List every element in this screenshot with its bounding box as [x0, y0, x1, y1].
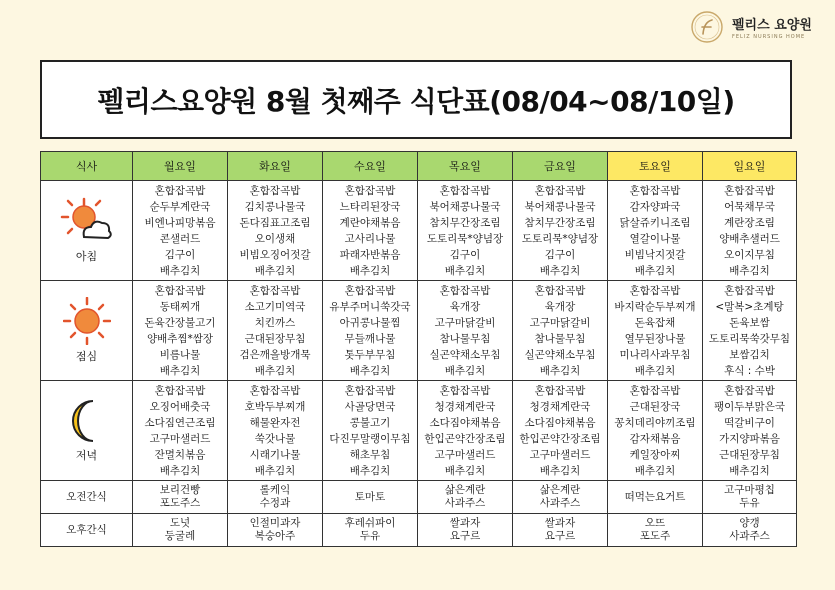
- snack-cell: [228, 514, 323, 547]
- meal-label-cell: [41, 181, 133, 281]
- snack-cell: [513, 481, 608, 514]
- menu-item: 참나물무침: [534, 332, 586, 345]
- menu-cell: [418, 181, 513, 281]
- snack-row: [41, 514, 797, 547]
- page-title: 펠리스요양원 8월 첫째주 식단표(08/04~08/10일): [97, 84, 735, 118]
- menu-item: 배추김치: [254, 464, 296, 477]
- menu-item: 소다짐야채볶음: [524, 416, 596, 429]
- menu-cell: [418, 381, 513, 481]
- menu-item: 돈육잡채: [634, 316, 676, 329]
- meal-schedule-table: [40, 151, 797, 547]
- meal-label: 점심: [75, 349, 98, 363]
- menu-item: 도토리묵*양념장: [521, 232, 599, 245]
- menu-item: 근대된장무침: [719, 448, 780, 461]
- menu-item: 계란야채볶음: [339, 216, 401, 229]
- meal-row: [41, 281, 797, 381]
- menu-item: 유부주머니쑥갓국: [329, 300, 411, 313]
- menu-item: 혼합잡곡밥: [249, 384, 301, 397]
- menu-cell: [133, 281, 228, 381]
- snack-item: 사과주스: [729, 530, 770, 542]
- menu-cell: [703, 381, 797, 481]
- sun-cloud-icon: [41, 197, 132, 245]
- menu-item: 배추김치: [159, 264, 201, 277]
- menu-item: 혼합잡곡밥: [344, 184, 396, 197]
- snack-item: 토마토: [354, 490, 386, 503]
- snack-item: 사과주스: [444, 497, 486, 509]
- menu-item: 미나리사과무침: [619, 348, 691, 361]
- menu-item: 북어채콩나물국: [524, 200, 596, 213]
- menu-item: 다진무말랭이무침: [329, 432, 411, 445]
- menu-item: 북어채콩나물국: [429, 200, 501, 213]
- snack-cell: [133, 514, 228, 547]
- menu-item: 혼합잡곡밥: [629, 184, 681, 197]
- snack-item: 둥굴레: [164, 530, 196, 542]
- menu-item: 배추김치: [349, 364, 391, 377]
- header-day: 토요일: [608, 152, 703, 181]
- menu-item: 고구마샐러드: [434, 448, 496, 461]
- snack-item: 쌀과자: [544, 517, 576, 529]
- menu-item: 팽이두부맑은국: [713, 400, 785, 413]
- menu-item: 소고기미역국: [244, 300, 306, 313]
- snack-item: 쌀과자: [449, 517, 481, 529]
- snack-cell: [323, 481, 418, 514]
- menu-item: 근대된장국: [629, 400, 681, 413]
- menu-item: 혼합잡곡밥: [534, 284, 586, 297]
- menu-item: 육개장: [544, 300, 576, 313]
- snack-item: 오뜨: [644, 517, 666, 529]
- menu-cell: [418, 281, 513, 381]
- menu-item: 느타리된장국: [339, 200, 401, 213]
- menu-item: 청경채계란국: [434, 400, 496, 413]
- brand-name: 펠리스 요양원: [732, 18, 812, 33]
- menu-item: 근대된장무침: [244, 332, 306, 345]
- header-meal: 식사: [41, 152, 133, 181]
- snack-item: 포도주스: [159, 497, 201, 509]
- menu-item: 오징어배춧국: [149, 400, 211, 413]
- menu-item: 배추김치: [349, 264, 391, 277]
- menu-item: 배추김치: [444, 364, 486, 377]
- menu-cell: [703, 181, 797, 281]
- menu-item: 동태찌개: [159, 300, 201, 313]
- snack-item: 복숭아주: [254, 530, 296, 542]
- menu-item: 소다짐야채볶음: [429, 416, 501, 429]
- brand-subtitle: FELIZ NURSING HOME: [732, 34, 806, 40]
- snack-item: 롤케익: [259, 484, 291, 496]
- menu-item: 혼합잡곡밥: [154, 284, 206, 297]
- menu-item: 아귀콩나물찜: [339, 316, 401, 329]
- menu-item: 콩불고기: [349, 416, 391, 429]
- snack-item: 보리건빵: [159, 484, 201, 496]
- menu-item: 해물완자전: [249, 416, 301, 429]
- menu-item: 배추김치: [254, 364, 296, 377]
- menu-item: 치킨까스: [254, 316, 296, 329]
- menu-cell: [608, 181, 703, 281]
- menu-item: 참나물무침: [439, 332, 491, 345]
- menu-item: 혼합잡곡밥: [629, 384, 681, 397]
- snack-item: 포도주: [639, 530, 671, 542]
- menu-item: 배추김치: [634, 464, 676, 477]
- header-day: 수요일: [323, 152, 418, 181]
- menu-item: 혼합잡곡밥: [439, 284, 491, 297]
- menu-item: 감자채볶음: [629, 432, 681, 445]
- menu-item: 고구마샐러드: [149, 432, 211, 445]
- menu-item: 김구이: [449, 248, 481, 261]
- menu-item: 닭살쥬키니조림: [619, 216, 691, 229]
- header-day: 월요일: [133, 152, 228, 181]
- menu-item: 혼합잡곡밥: [154, 184, 206, 197]
- snack-item: 수정과: [259, 497, 291, 509]
- menu-item: 시래기나물: [249, 448, 301, 461]
- menu-item: 파래자반볶음: [339, 248, 401, 261]
- menu-cell: [133, 381, 228, 481]
- menu-item: 혼합잡곡밥: [724, 284, 775, 297]
- menu-item: 돈다짐표고조림: [239, 216, 311, 229]
- menu-item: 양배추샐러드: [719, 232, 780, 245]
- menu-item: 배추김치: [539, 264, 581, 277]
- menu-item: 순두부계란국: [149, 200, 211, 213]
- snack-item: 두유: [359, 530, 381, 542]
- menu-item: 배추김치: [539, 364, 581, 377]
- menu-item: 해초무침: [349, 448, 391, 461]
- menu-item: 혼합잡곡밥: [249, 184, 301, 197]
- menu-item: 호박두부찌개: [244, 400, 306, 413]
- menu-item: 열무된장나물: [624, 332, 686, 345]
- snack-item: 요구르: [449, 530, 481, 542]
- meal-label-cell: [41, 281, 133, 381]
- snack-label: 오후간식: [41, 514, 133, 547]
- menu-item: 혼합잡곡밥: [249, 284, 301, 297]
- header-row: [41, 152, 797, 181]
- menu-item: 오이지무침: [724, 248, 775, 261]
- sun-icon: [41, 297, 132, 345]
- menu-item: 배추김치: [159, 464, 201, 477]
- menu-cell: [513, 381, 608, 481]
- snack-cell: [608, 514, 703, 547]
- menu-item: 육개장: [449, 300, 481, 313]
- menu-item: 도토리묵*양념장: [426, 232, 504, 245]
- menu-cell: [513, 281, 608, 381]
- header-day: 일요일: [703, 152, 797, 181]
- snack-cell: [703, 481, 797, 514]
- snack-item: 인절미과자: [249, 517, 301, 529]
- moon-icon: [41, 398, 132, 444]
- menu-item: 고사리나물: [344, 232, 396, 245]
- menu-cell: [133, 181, 228, 281]
- snack-item: 고구마평칩: [724, 484, 775, 496]
- menu-item: 혼합잡곡밥: [724, 184, 775, 197]
- menu-item: 바지락순두부찌개: [614, 300, 696, 313]
- snack-item: 도넛: [169, 517, 191, 529]
- menu-item: 혼합잡곡밥: [344, 384, 396, 397]
- menu-item: 돈육간장불고기: [144, 316, 216, 329]
- snack-cell: [418, 514, 513, 547]
- snack-item: 양갱: [739, 517, 760, 529]
- menu-item: 실곤약채소무침: [524, 348, 596, 361]
- snack-item: 후레쉬파이: [344, 517, 396, 529]
- menu-item: 열갈이나물: [629, 232, 681, 245]
- header-day: 목요일: [418, 152, 513, 181]
- brand-logo: [690, 10, 830, 46]
- menu-item: 톳두부무침: [344, 348, 396, 361]
- menu-item: 혼합잡곡밥: [439, 184, 491, 197]
- menu-item: 케일장아찌: [629, 448, 681, 461]
- menu-item: 참치무간장조림: [524, 216, 596, 229]
- menu-item: 실곤약채소무침: [429, 348, 501, 361]
- menu-item: 김구이: [544, 248, 576, 261]
- menu-item: 비빔오징어젓갈: [239, 248, 311, 261]
- menu-item: 배추김치: [634, 264, 676, 277]
- snack-label: 오전간식: [41, 481, 133, 514]
- meal-label-cell: [41, 381, 133, 481]
- menu-item: 혼합잡곡밥: [154, 384, 206, 397]
- menu-item: 검은깨올방개묵: [239, 348, 311, 361]
- feliz-emblem-icon: [690, 10, 724, 44]
- title-box: [40, 60, 792, 139]
- meal-row: [41, 181, 797, 281]
- menu-item: 꽁치데리야끼조림: [614, 416, 696, 429]
- menu-item: 참치무간장조림: [429, 216, 501, 229]
- meal-label: 저녁: [75, 448, 98, 462]
- menu-item: 도토리묵쑥갓무침: [708, 332, 791, 345]
- menu-item: 배추김치: [444, 264, 486, 277]
- menu-cell: [608, 381, 703, 481]
- menu-item: 콘샐러드: [159, 232, 201, 245]
- menu-cell: [228, 281, 323, 381]
- snack-item: 요구르: [544, 530, 576, 542]
- menu-item: 비엔나피망볶음: [144, 216, 216, 229]
- menu-item: 비름나물: [159, 348, 201, 361]
- snack-item: 두유: [739, 497, 760, 509]
- menu-item: 고구마샐러드: [529, 448, 591, 461]
- snack-row: [41, 481, 797, 514]
- menu-item: 어묵채무국: [724, 200, 775, 213]
- menu-cell: [228, 381, 323, 481]
- menu-item: 혼합잡곡밥: [534, 384, 586, 397]
- menu-cell: [513, 181, 608, 281]
- menu-item: 배추김치: [254, 264, 296, 277]
- menu-item: 돈육보쌈: [729, 316, 770, 329]
- menu-item: 후식 : 수박: [724, 364, 775, 377]
- snack-cell: [323, 514, 418, 547]
- menu-item: 고구마닭갈비: [434, 316, 496, 329]
- menu-item: 혼합잡곡밥: [629, 284, 681, 297]
- snack-item: 떠먹는요거트: [624, 490, 686, 503]
- snack-item: 삶은계란: [539, 484, 581, 496]
- menu-item: <말복>초계탕: [715, 300, 784, 313]
- menu-item: 무들깨나물: [344, 332, 396, 345]
- menu-item: 고구마닭갈비: [529, 316, 591, 329]
- menu-item: 청경채계란국: [529, 400, 591, 413]
- menu-item: 떡갈비구이: [724, 416, 775, 429]
- menu-item: 가지양파볶음: [719, 432, 780, 445]
- menu-item: 잔멸치볶음: [154, 448, 206, 461]
- menu-item: 배추김치: [729, 264, 770, 277]
- menu-item: 배추김치: [729, 464, 770, 477]
- snack-cell: [608, 481, 703, 514]
- menu-item: 사골당면국: [344, 400, 396, 413]
- menu-item: 혼합잡곡밥: [724, 384, 775, 397]
- menu-item: 배추김치: [634, 364, 676, 377]
- menu-cell: [323, 281, 418, 381]
- menu-item: 쑥갓나물: [254, 432, 296, 445]
- menu-item: 보쌈김치: [729, 348, 770, 361]
- menu-item: 혼합잡곡밥: [534, 184, 586, 197]
- snack-cell: [228, 481, 323, 514]
- header-day: 화요일: [228, 152, 323, 181]
- menu-item: 배추김치: [539, 464, 581, 477]
- menu-item: 배추김치: [159, 364, 201, 377]
- menu-cell: [323, 381, 418, 481]
- menu-cell: [608, 281, 703, 381]
- menu-item: 한입곤약간장조림: [519, 432, 601, 445]
- menu-item: 양배추찜*쌈장: [146, 332, 214, 345]
- menu-item: 김구이: [164, 248, 196, 261]
- snack-cell: [513, 514, 608, 547]
- menu-item: 배추김치: [349, 464, 391, 477]
- snack-cell: [418, 481, 513, 514]
- snack-cell: [133, 481, 228, 514]
- meal-label: 아침: [75, 249, 98, 263]
- menu-item: 소다짐연근조림: [144, 416, 216, 429]
- menu-item: 계란장조림: [724, 216, 775, 229]
- meal-row: [41, 381, 797, 481]
- menu-item: 혼합잡곡밥: [439, 384, 491, 397]
- snack-cell: [703, 514, 797, 547]
- header-day: 금요일: [513, 152, 608, 181]
- menu-item: 김치콩나물국: [244, 200, 306, 213]
- menu-item: 비빔낙지젓갈: [624, 248, 686, 261]
- menu-item: 한입곤약간장조림: [424, 432, 506, 445]
- menu-item: 감자양파국: [629, 200, 681, 213]
- menu-cell: [703, 281, 797, 381]
- snack-item: 삶은계란: [444, 484, 486, 496]
- menu-cell: [228, 181, 323, 281]
- menu-item: 오이생채: [254, 232, 296, 245]
- menu-item: 배추김치: [444, 464, 486, 477]
- menu-item: 혼합잡곡밥: [344, 284, 396, 297]
- snack-item: 사과주스: [539, 497, 581, 509]
- menu-cell: [323, 181, 418, 281]
